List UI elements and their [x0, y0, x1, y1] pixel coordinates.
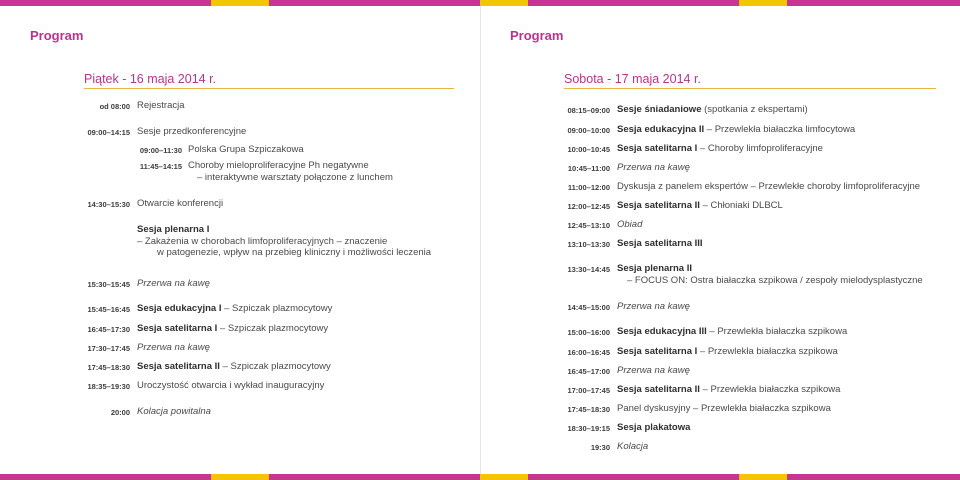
row-text — [617, 104, 808, 116]
row-text: Obiad — [617, 219, 643, 230]
session-title: Sesja satelitarna III — [617, 238, 703, 249]
row-text — [617, 326, 847, 338]
session-topic: – Szpiczak plazmocytowy — [221, 303, 333, 314]
strip-segment — [269, 474, 480, 480]
row-time: 16:45–17:00 — [567, 367, 610, 376]
row-text — [617, 124, 855, 136]
session-topic: – Choroby limfoproliferacyjne — [697, 143, 823, 154]
session-title: Sesje śniadaniowe — [617, 104, 702, 115]
row-text: Przerwa na kawę — [617, 365, 690, 376]
row-text: Przerwa na kawę — [617, 301, 690, 312]
session-title: Sesja edukacyjna II — [617, 124, 705, 135]
row-time: 16:00–16:45 — [567, 348, 610, 357]
row-time: od 08:00 — [99, 102, 130, 111]
row-text: Przerwa na kawę — [137, 278, 210, 289]
session-title: Sesja satelitarna II — [617, 200, 700, 211]
program-heading: Program — [510, 28, 564, 43]
day-heading: Sobota - 17 maja 2014 r. — [564, 72, 701, 86]
row-time: 15:30–15:45 — [87, 280, 130, 289]
row-time: 09:00–14:15 — [87, 128, 130, 137]
row-text: Kolacja powitalna — [137, 406, 211, 417]
row-time: 09:00–10:00 — [567, 126, 610, 135]
strip-segment — [211, 474, 269, 480]
row-time: 19:30 — [590, 443, 610, 452]
session-title: Sesja plenarna I — [137, 224, 210, 235]
row-text — [617, 143, 823, 155]
row-text — [617, 346, 838, 358]
session-title: Sesja plakatowa — [617, 422, 691, 433]
row-text: Polska Grupa Szpiczakowa — [188, 144, 304, 155]
session-topic: – Szpiczak plazmocytowy — [217, 323, 329, 334]
row-text — [617, 263, 923, 286]
row-text: Sesje przedkonferencyjne — [137, 126, 247, 137]
strip-segment — [787, 474, 960, 480]
day-heading: Piątek - 16 maja 2014 r. — [84, 72, 217, 86]
strip-segment — [480, 474, 528, 480]
row-time: 18:35–19:30 — [87, 382, 130, 391]
bottom-color-strip — [0, 474, 960, 480]
strip-segment — [0, 474, 211, 480]
row-time: 12:00–12:45 — [567, 202, 610, 211]
row-time: 17:30–17:45 — [87, 344, 130, 353]
row-text: Rejestracja — [137, 100, 185, 111]
session-title: Sesja satelitarna II — [137, 361, 220, 372]
row-time: 14:45–15:00 — [567, 303, 610, 312]
row-time: 15:45–16:45 — [87, 305, 130, 314]
right-page — [480, 6, 960, 474]
row-time: 13:10–13:30 — [567, 240, 610, 249]
row-time: 17:00–17:45 — [567, 386, 610, 395]
row-text: Otwarcie konferencji — [137, 198, 224, 209]
day-rule — [564, 88, 936, 89]
row-time: 20:00 — [110, 408, 130, 417]
day-rule — [84, 88, 454, 89]
session-title: Sesja satelitarna II — [617, 384, 700, 395]
session-topic: – Przewlekła białaczka szpikowa — [697, 346, 838, 357]
row-text — [617, 384, 840, 396]
row-text: Kolacja — [617, 441, 649, 452]
row-text-line1: Choroby mieloproliferacyjne Ph negatywne — [188, 160, 369, 171]
row-text — [617, 200, 783, 212]
row-text — [137, 361, 331, 373]
row-text: Przerwa na kawę — [137, 342, 210, 353]
row-text — [137, 224, 431, 259]
session-topic: – Przewlekła białaczka szpikowa — [699, 384, 841, 395]
row-text — [137, 303, 332, 315]
strip-segment — [739, 474, 787, 480]
session-topic: – Przewlekła białaczka limfocytowa — [704, 124, 856, 135]
row-time: 15:00–16:00 — [567, 328, 610, 337]
row-time: 18:30–19:15 — [567, 424, 610, 433]
row-time: 11:00–12:00 — [567, 183, 610, 192]
row-time: 16:45–17:30 — [87, 325, 130, 334]
row-time: 17:45–18:30 — [567, 405, 610, 414]
row-text — [188, 160, 393, 183]
session-topic: – FOCUS ON: Ostra białaczka szpikowa / zespoły mielodysplastyczne — [627, 274, 923, 286]
session-topic: (spotkania z ekspertami) — [701, 104, 808, 115]
row-time: 08:15–09:00 — [567, 106, 610, 115]
row-time: 12:45–13:10 — [567, 221, 610, 230]
row-time: 10:00–10:45 — [567, 145, 610, 154]
row-time: 14:30–15:30 — [87, 200, 130, 209]
row-time: 13:30–14:45 — [567, 265, 610, 274]
row-time: 11:45–14:15 — [139, 162, 182, 171]
session-topic: – Szpiczak plazmocytowy — [219, 361, 331, 372]
row-text-line1: – Zakażenia w chorobach limfoproliferacyjnych – znaczenie — [137, 235, 388, 247]
session-topic: – Chłoniaki DLBCL — [699, 200, 783, 211]
program-heading: Program — [30, 28, 84, 43]
session-topic: – Przewlekła białaczka szpikowa — [706, 326, 848, 337]
left-page — [0, 6, 480, 474]
row-time: 09:00–11:30 — [139, 146, 182, 155]
row-time: 10:45–11:00 — [567, 164, 610, 173]
row-text: Przerwa na kawę — [617, 162, 690, 173]
session-title: Sesja edukacyjna III — [617, 326, 707, 337]
session-title: Sesja satelitarna I — [617, 346, 698, 357]
session-title: Sesja plenarna II — [617, 263, 692, 274]
row-text — [137, 323, 328, 335]
row-text: Dyskusja z panelem ekspertów – Przewlekłe choroby limfoproliferacyjne — [617, 181, 921, 192]
row-text: Uroczystość otwarcia i wykład inauguracyjny — [137, 380, 325, 391]
row-text-line2: – interaktywne warsztaty połączone z lunchem — [197, 171, 393, 183]
session-title: Sesja satelitarna I — [137, 323, 218, 334]
session-title: Sesja satelitarna I — [617, 143, 698, 154]
row-time: 17:45–18:30 — [87, 363, 130, 372]
row-text-line2: w patogenezie, wpływ na przebieg kliniczny i możliwości leczenia — [157, 247, 432, 258]
strip-segment — [528, 474, 739, 480]
row-text: Panel dyskusyjny – Przewlekła białaczka szpikowa — [617, 403, 831, 414]
session-title: Sesja edukacyjna I — [137, 303, 222, 314]
